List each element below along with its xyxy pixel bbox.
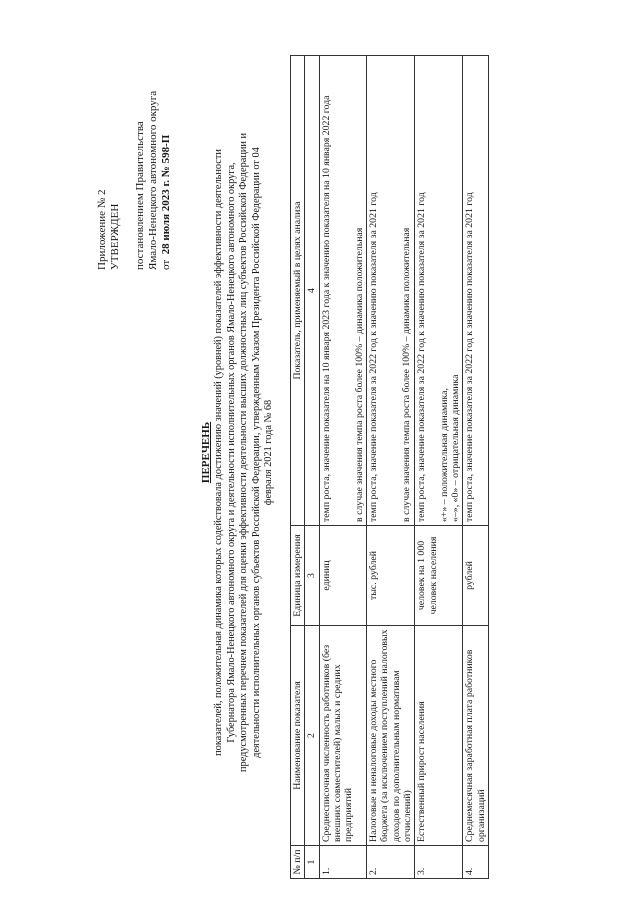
indicator-unit: человек на 1 000 человек населения bbox=[415, 526, 463, 626]
analysis-condition: в случае значения темпа роста более 100% – динамика положительная bbox=[353, 227, 365, 522]
resolution-date bbox=[160, 20, 173, 270]
date-number: 28 июля 2023 г. № 598-П bbox=[160, 134, 172, 255]
indicator-analysis bbox=[463, 56, 489, 526]
date-prefix: от bbox=[160, 259, 172, 270]
table-row bbox=[367, 56, 415, 879]
document-subtitle: показателей, положительная динамика которых содействовала достижению значений (уровней) показателей эффективности деятельности Губернатора Ямало-Ненецкого автономного округа и деятельности исполнительных органов Ямало-Ненецкого автономного округа, предусмотренных перечнем показателей для оценки эффективности деятельности высших должностных лиц субъектов Российской Федерации и деятельности исполнительных органов субъектов Российской Федерации, утвержденным Указом Президента Российской Федерации от 04 февраля 2021 года № 68 bbox=[213, 133, 275, 772]
approved-label: УТВЕРЖДЕН bbox=[109, 203, 121, 270]
analysis-formula: темп роста, значение показателя на 10 января 2023 года к значению показателя на 10 января 2022 года bbox=[320, 95, 332, 522]
indicator-name: Среднемесячная заработная плата работников организаций bbox=[463, 626, 489, 846]
analysis-formula: темп роста, значение показателя за 2022 год к значению показателя за 2021 год bbox=[368, 192, 380, 522]
header-name: Наименование показателя bbox=[291, 626, 305, 846]
analysis-negative: «–», «0» – отрицательная динамика bbox=[449, 374, 461, 522]
column-number: 4 bbox=[305, 56, 319, 526]
row-number: 4. bbox=[463, 846, 489, 879]
analysis-formula: темп роста, значение показателя за 2022 год к значению показателя за 2021 год bbox=[416, 192, 428, 522]
document-title: ПЕРЕЧЕНЬ bbox=[200, 421, 212, 484]
table-row bbox=[415, 56, 463, 879]
indicator-name: Естественный прирост населения bbox=[415, 626, 463, 846]
column-number-row bbox=[305, 56, 319, 879]
indicator-unit: рублей bbox=[463, 526, 489, 626]
column-number: 2 bbox=[305, 626, 319, 846]
table-row bbox=[319, 56, 367, 879]
government-name: Ямало-Ненецкого автономного округа bbox=[147, 90, 159, 270]
header-number: № п/п bbox=[291, 846, 305, 879]
approval-stamp bbox=[96, 20, 173, 270]
indicator-analysis bbox=[415, 56, 463, 526]
indicator-unit: тыс. рублей bbox=[367, 526, 415, 626]
row-number: 2. bbox=[367, 846, 415, 879]
appendix-number: Приложение № 2 bbox=[96, 189, 108, 270]
analysis-formula: темп роста, значение показателя за 2022 год к значению показателя за 2021 год bbox=[464, 192, 476, 522]
table-header-row bbox=[291, 56, 305, 879]
row-number: 3. bbox=[415, 846, 463, 879]
analysis-condition: в случае значения темпа роста более 100% – динамика положительная bbox=[401, 227, 413, 522]
indicators-table bbox=[290, 55, 489, 879]
indicator-unit: единиц bbox=[319, 526, 367, 626]
indicator-analysis bbox=[367, 56, 415, 526]
document-heading bbox=[200, 130, 275, 775]
indicator-name: Налоговые и неналоговые доходы местного бюджета (за исключением поступлений налоговых доходов по дополнительным нормативам отчислений) bbox=[367, 626, 415, 846]
table-row bbox=[463, 56, 489, 879]
indicator-analysis bbox=[319, 56, 367, 526]
analysis-positive: «+» – положительная динамика, bbox=[438, 388, 450, 522]
header-unit: Единица измерения bbox=[291, 526, 305, 626]
column-number: 3 bbox=[305, 526, 319, 626]
indicator-name: Среднесписочная численность работников (без внешних совместителей) малых и средних предприятий bbox=[319, 626, 367, 846]
row-number: 1. bbox=[319, 846, 367, 879]
resolution-line: постановлением Правительства bbox=[134, 121, 146, 270]
column-number: 1 bbox=[305, 846, 319, 879]
header-analysis: Показатель, применяемый в целях анализа bbox=[291, 56, 305, 526]
